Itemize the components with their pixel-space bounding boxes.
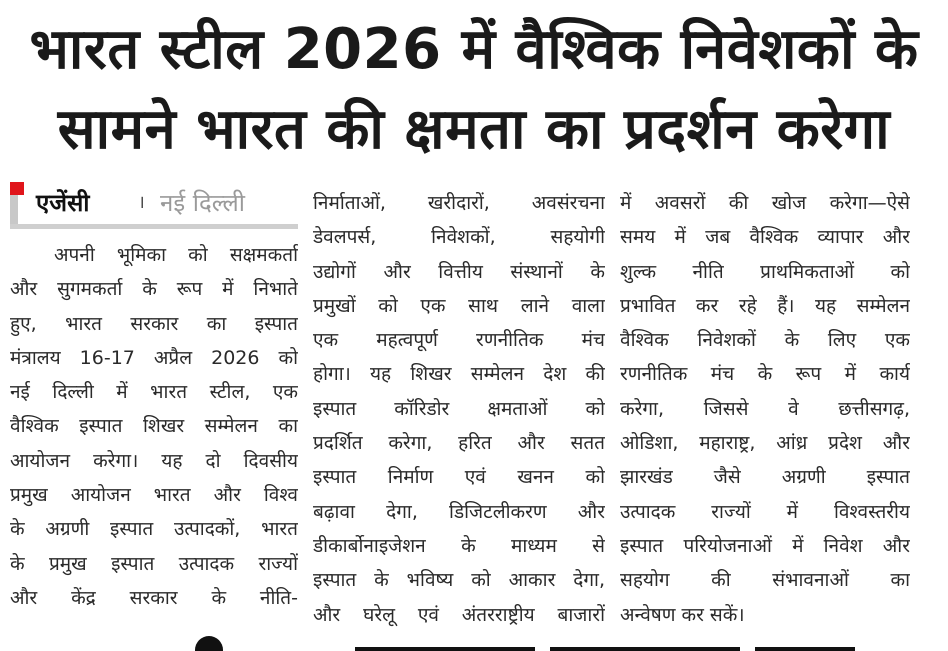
article-line: के प्रमुख इस्पात उत्पादक राज्यों bbox=[10, 552, 298, 575]
article-line: अपनी भूमिका को सक्षमकर्ता bbox=[54, 244, 298, 266]
article-line: हुए, भारत सरकार का इस्पात bbox=[10, 312, 298, 335]
article-line: रणनीतिक मंच के रूप में कार्य bbox=[620, 363, 910, 386]
article-line: प्रभावित कर रहे हैं। यह सम्मेलन bbox=[620, 294, 910, 317]
article-line: सहयोग की संभावनाओं का bbox=[620, 569, 910, 592]
cropped-glyph bbox=[355, 647, 535, 651]
article-line: मंत्रालय 16-17 अप्रैल 2026 को bbox=[10, 346, 298, 369]
article-line: शुल्क नीति प्राथमिकताओं को bbox=[620, 260, 910, 283]
article-line: प्रदर्शित करेगा, हरित और सतत bbox=[313, 432, 605, 455]
article-line: में अवसरों की खोज करेगा—ऐसे bbox=[620, 192, 910, 214]
article-line: और सुगमकर्ता के रूप में निभाते bbox=[10, 278, 298, 301]
next-headline-cropped bbox=[0, 628, 948, 651]
article-line: बढ़ावा देगा, डिजिटलीकरण और bbox=[313, 500, 605, 523]
byline-city: नई दिल्ली bbox=[160, 189, 246, 217]
article-line: ओडिशा, महाराष्ट्र, आंध्र प्रदेश और bbox=[620, 432, 910, 455]
article-column-1 bbox=[10, 238, 298, 615]
article-line: होगा। यह शिखर सम्मेलन देश की bbox=[313, 363, 605, 386]
article-column-2 bbox=[313, 186, 605, 632]
byline-separator: । bbox=[138, 192, 145, 213]
article-line: वैश्विक इस्पात शिखर सम्मेलन का bbox=[10, 415, 298, 438]
article-line: उद्योगों और वित्तीय संस्थानों के bbox=[313, 260, 605, 283]
article-line: डेवलपर्स, निवेशकों, सहयोगी bbox=[313, 226, 605, 249]
article-line: आयोजन करेगा। यह दो दिवसीय bbox=[10, 449, 298, 472]
article-line: झारखंड जैसे अग्रणी इस्पात bbox=[620, 466, 910, 489]
article-line: नई दिल्ली में भारत स्टील, एक bbox=[10, 381, 298, 404]
article-line: इस्पात परियोजनाओं में निवेश और bbox=[620, 534, 910, 557]
article-line: उत्पादक राज्यों में विश्वस्तरीय bbox=[620, 500, 910, 523]
red-square-icon bbox=[10, 182, 24, 195]
article-line: इस्पात निर्माण एवं खनन को bbox=[313, 466, 605, 489]
byline-bar bbox=[10, 195, 18, 225]
article-line: वैश्विक निवेशकों के लिए एक bbox=[620, 329, 910, 352]
article-line: इस्पात कॉरिडोर क्षमताओं को bbox=[313, 397, 605, 420]
article-line: प्रमुखों को एक साथ लाने वाला bbox=[313, 294, 605, 317]
article-line: निर्माताओं, खरीदारों, अवसंरचना bbox=[313, 192, 605, 214]
headline-line-2: सामने भारत की क्षमता का प्रदर्शन करेगा bbox=[57, 97, 891, 162]
article-line: एक महत्वपूर्ण रणनीतिक मंच bbox=[313, 329, 605, 352]
article-line: इस्पात के भविष्य को आकार देगा, bbox=[313, 569, 605, 592]
cropped-glyph bbox=[755, 647, 855, 651]
article-line: और घरेलू एवं अंतरराष्ट्रीय बाजारों bbox=[313, 603, 605, 626]
article-line: समय में जब वैश्विक व्यापार और bbox=[620, 226, 910, 249]
headline-line-1: भारत स्टील 2026 में वैश्विक निवेशकों के bbox=[29, 17, 919, 82]
article-line: प्रमुख आयोजन भारत और विश्व bbox=[10, 484, 298, 507]
article-line: अन्वेषण कर सकें। bbox=[620, 603, 745, 626]
article-line: और केंद्र सरकार के नीति- bbox=[10, 586, 298, 609]
article-line: करेगा, जिससे वे छत्तीसगढ़, bbox=[620, 397, 910, 420]
byline-agency: एजेंसी bbox=[36, 189, 90, 217]
byline bbox=[10, 180, 298, 228]
article-column-3 bbox=[620, 186, 910, 632]
article-line: के अग्रणी इस्पात उत्पादकों, भारत bbox=[10, 518, 298, 541]
cropped-glyph bbox=[550, 647, 740, 651]
article-line: डीकार्बोनाइजेशन के माध्यम से bbox=[313, 534, 605, 557]
byline-underline bbox=[10, 224, 298, 229]
cropped-glyph bbox=[195, 636, 223, 651]
